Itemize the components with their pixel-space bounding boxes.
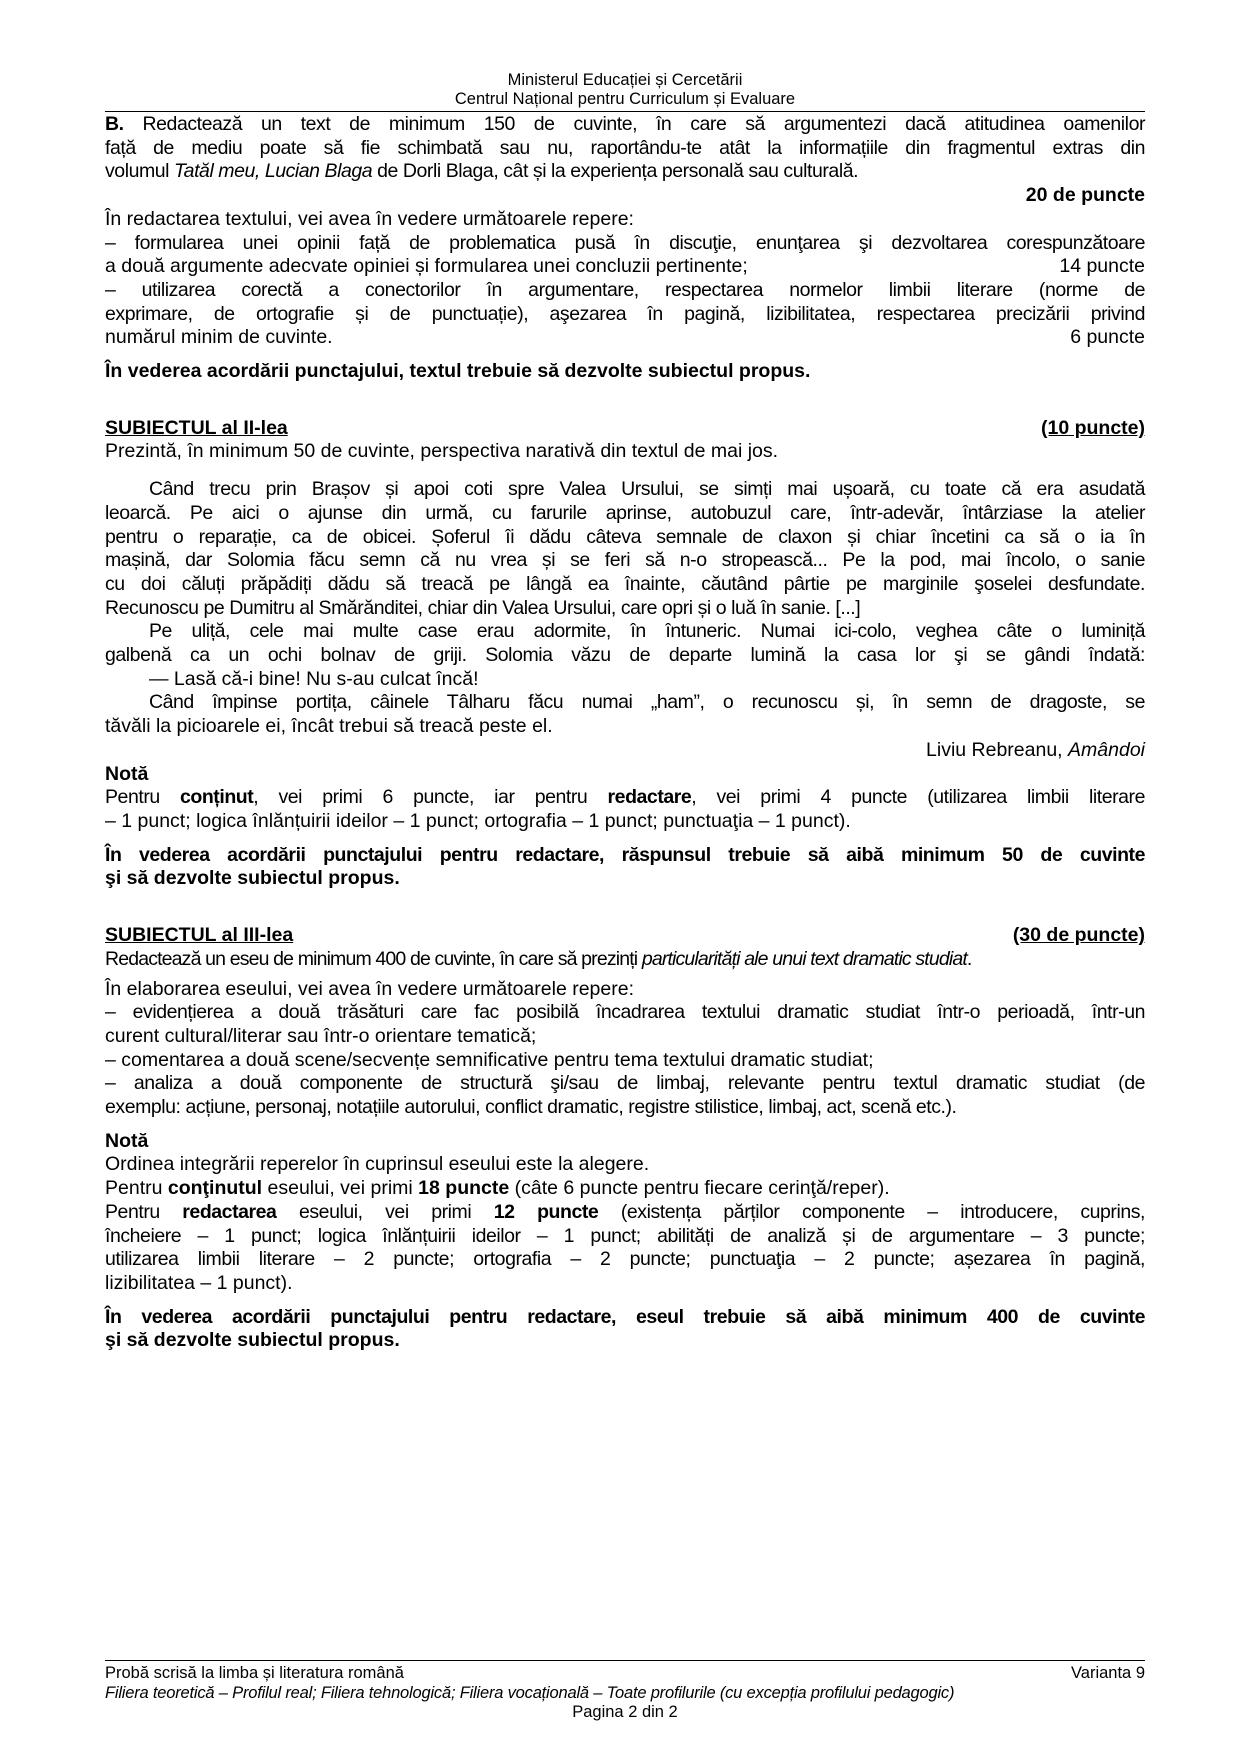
exam-content (105, 113, 1145, 1353)
part-b-reper-2-line: exprimare, de ortografie și de punctuație), aşezarea în pagină, lizibilitatea, respectarea precizării privind (105, 302, 1145, 325)
subiect-3-repere-intro: În elaborarea eseului, vei avea în vedere următoarele repere: (105, 977, 634, 1000)
part-b-task-line: B. Redactează un text de minimum 150 de cuvinte, în care să argumentezi dacă atitudinea oamenilor (105, 113, 1146, 135)
subiect-3-nota-line: lizibilitatea – 1 punct). (105, 1271, 293, 1294)
excerpt-source (105, 739, 1145, 763)
footer-page-number: Pagina 2 din 2 (572, 1703, 678, 1721)
excerpt-line: pentru o reparație, ca de obicei. Șoferul îi dădu câteva semnale de claxon și chiar încetini ca să o ia în (105, 525, 1145, 548)
subiect-2-nota-line: Pentru conținut, vei primi 6 puncte, iar pentru redactare, vei primi 4 puncte (utilizarea limbii literare (105, 786, 1145, 809)
part-b-reper-2: – utilizarea corectă a conectorilor în argumentare, respectarea normelor limbii literare (norme de (105, 278, 1145, 301)
part-b-note: În vederea acordării punctajului, textul trebuie să dezvolte subiectul propus. (105, 360, 811, 383)
subiect-2-task: Prezintă, în minimum 50 de cuvinte, perspectiva narativă din textul de mai jos. (105, 440, 779, 463)
excerpt-line: leoarcă. Pe aici o ajunse din urmă, cu farurile aprinse, autobuzul care, într-adevăr, întârziase la atelier (105, 501, 1145, 524)
excerpt-line: mașină, dar Solomia făcu semn că nu vrea și se feri să n-o stropească... Pe la pod, mai încolo, o sanie (105, 549, 1145, 572)
excerpt-line: galbenă ca un ochi bolnav de griji. Solomia văzu de departe lumină la casa lor şi se gândi îndată: (105, 644, 1145, 667)
subiect-3-points: (30 de puncte) (1012, 924, 1145, 947)
part-b (105, 113, 1145, 384)
subiect-3-bold-note: În vederea acordării punctajului pentru redactare, eseul trebuie să aibă minimum 400 de cuvinte şi să dezvolte subiectul propus. (105, 1305, 1145, 1352)
exam-page (105, 0, 1145, 1755)
document-footer (105, 1664, 1145, 1723)
part-b-label: B. (105, 113, 124, 135)
subiect-2-nota-title: Notă (105, 762, 149, 785)
part-b-reper-2-end: numărul minim de cuvinte. 6 puncte (105, 326, 1145, 349)
subiect-3-reper-3-line: exemplu: acțiune, personaj, notațiile autorului, conflict dramatic, registre stilistice, limbaj, act, scenă etc.). (105, 1096, 957, 1119)
subiect-3-reper-3: – analiza a două componente de structură şi/sau de limbaj, relevante pentru textul dramatic studiat (de (105, 1072, 1145, 1095)
part-b-reper-1-end: a două argumente adecvate opiniei și formularea unei concluzii pertinente; 14 puncte (105, 255, 1145, 278)
subiect-3-nota-line: Ordinea integrării reperelor în cuprinsul eseului este la alegere. (105, 1153, 650, 1176)
subiect-2-nota-line: – 1 punct; logica înlănțuirii ideilor – 1 punct; ortografia – 1 punct; punctuaţia – 1 punct). (105, 809, 851, 832)
excerpt-line: Recunoscu pe Dumitru al Smărănditei, chiar din Valea Ursului, care opri și o luă în sanie. [...] (105, 596, 861, 619)
subiect-3-title: SUBIECTUL al III-lea (105, 924, 294, 947)
subiect-3-reper-2: – comentarea a două scene/secvențe semnificative pentru tema textului dramatic studiat; (105, 1048, 874, 1071)
excerpt-dialogue: — Lasă că-i bine! Nu s-au culcat încă! (149, 667, 479, 690)
ministry-name: Ministerul Educației și Cercetării (507, 71, 743, 89)
subiect-3-reper-1: – evidențierea a două trăsături care fac posibilă încadrarea textului dramatic studiat într-o perioadă, într-un (105, 1001, 1145, 1024)
excerpt-line: tăvăli la picioarele ei, încât trebui să treacă peste el. (105, 715, 553, 738)
subiect-2 (105, 417, 1145, 891)
footer-profile: Filiera teoretică – Profilul real; Filiera tehnologică; Filiera vocațională – Toate profilurile (cu excepția profilului pedagogic) (105, 1683, 955, 1702)
part-b-task-line: volumul Tatăl meu, Lucian Blaga de Dorli Blaga, cât și la experiența personală sau culturală. (105, 160, 859, 183)
part-b-points: 20 de puncte (1025, 184, 1145, 207)
excerpt-line: Când împinse portița, câinele Tâlharu făcu numai „ham”, o recunoscu și, în semn de dragoste, se (149, 691, 1145, 714)
book-title: Tatăl meu, Lucian Blaga (174, 160, 373, 183)
excerpt-line: cu doi căluți prăpădiți dădu să treacă pe lângă ea înainte, căutând pârtie pe marginile şoselei desfundate. (105, 572, 1145, 595)
subiect-3-nota-line: utilizarea limbii literare – 2 puncte; ortografia – 2 puncte; punctuaţia – 2 puncte; așezarea în pagină, (105, 1248, 1145, 1271)
reper-2-points: 6 puncte (1070, 326, 1145, 349)
part-b-repere-intro: În redactarea textului, vei avea în vedere următoarele repere: (105, 207, 634, 230)
subiect-2-heading (105, 417, 1145, 441)
subiect-2-bold-note: În vederea acordării punctajului pentru redactare, răspunsul trebuie să aibă minimum 50 de cuvinte şi să dezvolte subiectul propus. (105, 843, 1145, 890)
part-b-reper-1: – formularea unei opinii față de problematica pusă în discuţie, enunţarea şi dezvoltarea corespunzătoare (105, 231, 1145, 254)
subiect-3-nota-line: Pentru redactarea eseului, vei primi 12 puncte (existența părților componente – introducere, cuprins, (105, 1200, 1146, 1223)
literary-excerpt (105, 478, 1145, 762)
center-name: Centrul Național pentru Curriculum și Evaluare (454, 90, 796, 108)
subiect-2-title: SUBIECTUL al II-lea (105, 416, 288, 439)
subiect-3-task: Redactează un eseu de minimum 400 de cuvinte, în care să prezinți particularități ale unui text dramatic studiat. (105, 947, 972, 970)
excerpt-author: Liviu Rebreanu, (926, 738, 1069, 761)
footer-variant: Varianta 9 (1071, 1664, 1145, 1682)
excerpt-line: Când trecu prin Brașov și apoi coti spre Valea Ursului, se simți mai ușoară, cu toate că era asudată (149, 478, 1145, 501)
subiect-3-nota-line: Pentru conţinutul eseului, vei primi 18 puncte (câte 6 puncte pentru fiecare cerinţă/reper). (105, 1177, 890, 1200)
excerpt-work: Amândoi (1068, 738, 1145, 761)
reper-1-points: 14 puncte (1059, 255, 1145, 278)
subiect-2-points: (10 puncte) (1040, 416, 1145, 439)
subiect-3-reper-1-line: curent cultural/literar sau într-o orientare tematică; (105, 1024, 537, 1047)
subiect-3 (105, 924, 1145, 1353)
part-b-task-line: față de mediu poate să fie schimbată sau nu, raportându-te atât la informațiile din fragmentul extras din (105, 136, 1145, 159)
subiect-3-heading (105, 924, 1145, 948)
header-rule (105, 111, 1145, 112)
subiect-3-nota-title: Notă (105, 1129, 149, 1152)
footer-exam: Probă scrisă la limba și literatura română (105, 1664, 404, 1682)
excerpt-line: Pe uliță, cele mai multe case erau adormite, în întuneric. Numai ici-colo, veghea câte o luminiță (149, 620, 1145, 643)
subiect-3-nota-line: încheiere – 1 punct; logica înlănțuirii ideilor – 1 punct; abilități de analiză și de argumentare – 3 puncte; (105, 1224, 1145, 1247)
footer-rule (105, 1660, 1145, 1661)
document-header (105, 71, 1145, 109)
